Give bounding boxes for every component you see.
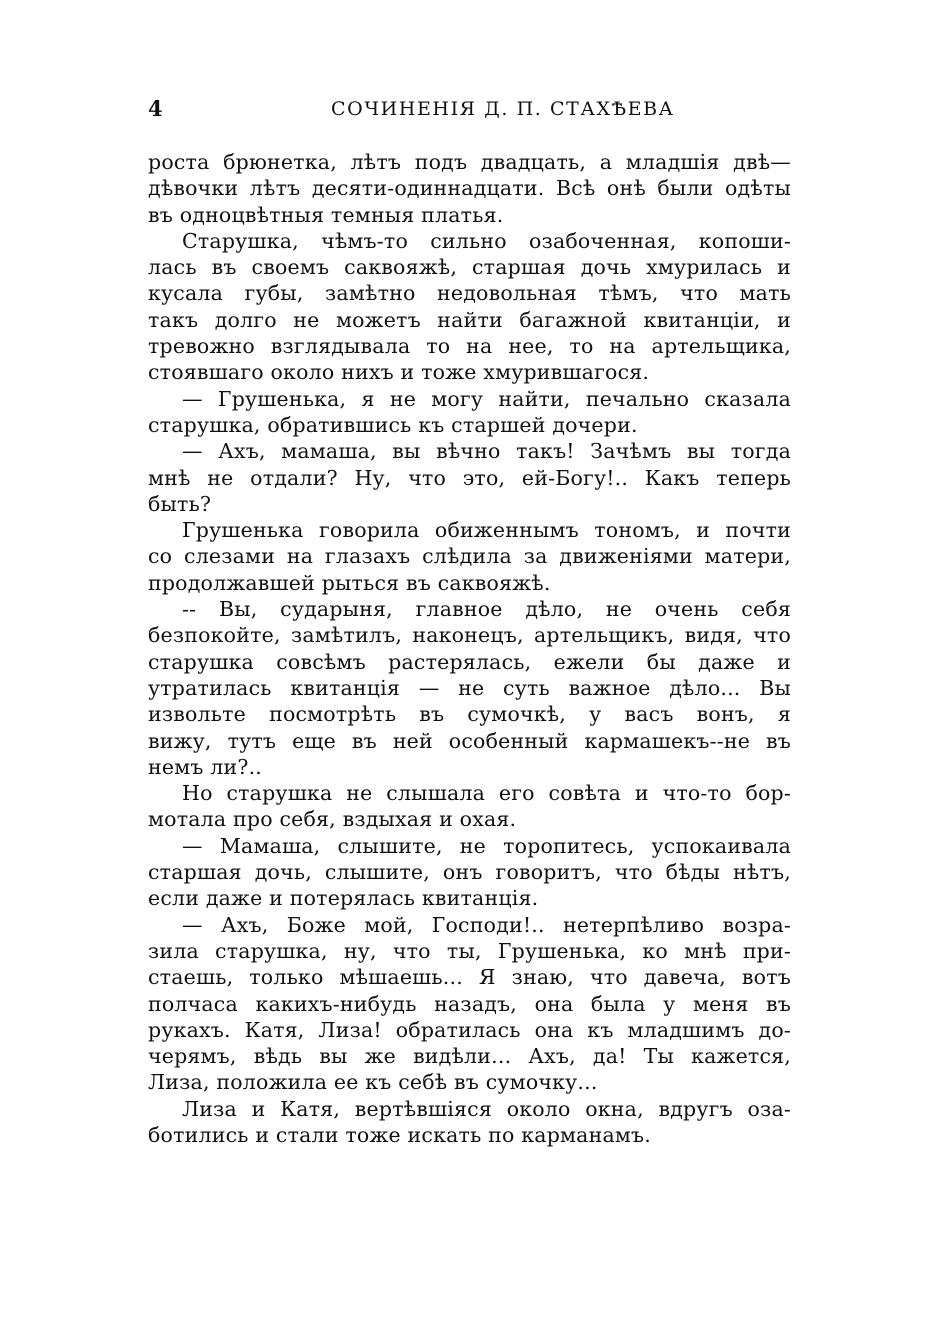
- text-line: въ одноцвѣтныя темныя платья.: [148, 202, 504, 227]
- text-line: — Мамаша, слышите, не торопитесь, успокаивала: [182, 833, 791, 858]
- text-line: Старушка, чѣмъ-то сильно озабоченная, копоши-: [182, 228, 791, 253]
- text-line: ботились и стали тоже искать по карманамъ.: [148, 1122, 651, 1147]
- body-text: [148, 149, 791, 1148]
- text-line: Лиза и Катя, вертѣвшіяся около окна, вдругъ оза-: [182, 1096, 791, 1121]
- text-line: безпокойте, замѣтилъ, наконецъ, артельщикъ, видя, что: [148, 623, 791, 648]
- text-line: Лиза, положила ее къ себѣ въ сумочку...: [148, 1070, 598, 1095]
- text-line: старушка, обратившись къ старшей дочери.: [148, 412, 638, 437]
- text-line: продолжавшей рыться въ саквояжѣ.: [148, 570, 551, 595]
- text-line: Грушенька говорила обиженнымъ тономъ, и почти: [182, 518, 791, 543]
- text-line: тревожно взглядывала то на нее, то на артельщика,: [148, 334, 791, 359]
- text-line: стоявшаго около нихъ и тоже хмурившагося.: [148, 360, 650, 385]
- text-line: быть?: [148, 491, 212, 516]
- text-line: со слезами на глазахъ слѣдила за движеніями матери,: [148, 544, 791, 569]
- page-number: 4: [148, 96, 163, 121]
- text-line: кусала губы, замѣтно недовольная тѣмъ, что мать: [148, 281, 791, 306]
- text-line: дѣвочки лѣтъ десяти-одиннадцати. Всѣ онѣ были одѣты: [148, 176, 791, 201]
- text-line: извольте посмотрѣть въ сумочкѣ, у васъ вонъ, я: [148, 702, 791, 727]
- text-line: старшая дочь, слышите, онъ говоритъ, что бѣды нѣтъ,: [148, 860, 791, 885]
- text-line: старушка совсѣмъ растерялась, ежели бы даже и: [148, 649, 791, 674]
- text-line: — Грушенька, я не могу найти, печально сказала: [182, 386, 791, 411]
- text-line: лась въ своемъ саквояжѣ, старшая дочь хмурилась и: [148, 255, 791, 280]
- text-line: роста брюнетка, лѣтъ подъ двадцать, а младшія двѣ—: [148, 150, 791, 174]
- text-line: немъ ли?..: [148, 754, 263, 779]
- text-line: рукахъ. Катя, Лиза! обратилась она къ младшимъ до-: [148, 1017, 791, 1042]
- text-line: -- Вы, сударыня, главное дѣло, не очень себя: [182, 597, 791, 622]
- text-line: такъ долго не можетъ найти багажной квитанціи, и: [148, 307, 791, 332]
- text-line: утратилась квитанція — не суть важное дѣло... Вы: [148, 675, 791, 700]
- text-line: — Ахъ, мамаша, вы вѣчно такъ! Зачѣмъ вы тогда: [182, 439, 791, 464]
- text-line: — Ахъ, Боже мой, Господи!.. нетерпѣливо возра-: [182, 912, 791, 937]
- running-head: СОЧИНЕНІЯ Д. П. СТАХѢЕВА: [331, 98, 675, 120]
- text-line: мнѣ не отдали? Ну, что это, ей-Богу!.. Какъ теперь: [148, 465, 791, 490]
- page-header: [148, 96, 788, 126]
- text-line: черямъ, вѣдь вы же видѣли... Ахъ, да! Ты кажется,: [148, 1044, 791, 1069]
- text-line: зила старушка, ну, что ты, Грушенька, ко мнѣ при-: [148, 938, 791, 963]
- text-line: если даже и потерялась квитанція.: [148, 886, 539, 911]
- text-line: вижу, тутъ еще въ ней особенный кармашекъ--не въ: [148, 728, 791, 753]
- text-line: Но старушка не слышала его совѣта и что-то бор-: [182, 781, 791, 806]
- text-line: полчаса какихъ-нибудь назадъ, она была у меня въ: [148, 991, 791, 1016]
- text-line: стаешь, только мѣшаешь... Я знаю, что давеча, вотъ: [148, 965, 791, 990]
- text-line: мотала про себя, вздыхая и охая.: [148, 807, 517, 832]
